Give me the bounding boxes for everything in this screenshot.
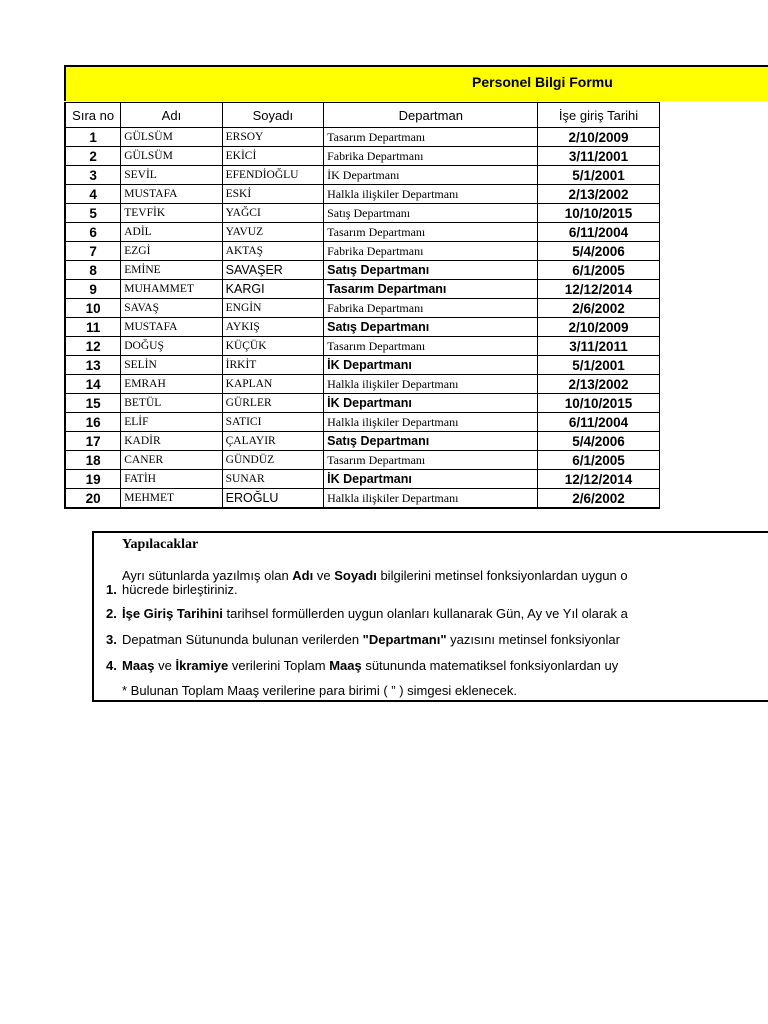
row-department: İK Departmanı xyxy=(324,356,538,375)
row-start-date: 2/10/2009 xyxy=(538,318,659,337)
task-4-line: Maaş ve İkramiye verilerini Toplam Maaş sütununda matematiksel fonksiyonlardan uy xyxy=(122,658,619,673)
row-first-name: CANER xyxy=(121,451,222,470)
row-last-name: KARGI xyxy=(222,280,323,299)
row-first-name: MEHMET xyxy=(121,489,222,509)
row-last-name: GÜNDÜZ xyxy=(222,451,323,470)
row-start-date: 2/6/2002 xyxy=(538,299,659,318)
row-start-date: 10/10/2015 xyxy=(538,204,659,223)
form-title: Personel Bilgi Formu xyxy=(472,74,613,90)
row-last-name: EKİCİ xyxy=(222,147,323,166)
row-department: Satış Departmanı xyxy=(324,432,538,451)
row-no: 18 xyxy=(65,451,121,470)
row-start-date: 10/10/2015 xyxy=(538,394,659,413)
table-row xyxy=(65,223,767,242)
row-no: 5 xyxy=(65,204,121,223)
row-no: 1 xyxy=(65,128,121,147)
row-department: Tasarım Departmanı xyxy=(324,280,538,299)
form-title-bar xyxy=(64,65,768,101)
row-first-name: EMRAH xyxy=(121,375,222,394)
table-row xyxy=(65,337,767,356)
header-first-name: Adı xyxy=(121,103,222,128)
row-first-name: ADİL xyxy=(121,223,222,242)
row-start-date: 12/12/2014 xyxy=(538,280,659,299)
row-start-date: 2/13/2002 xyxy=(538,375,659,394)
row-start-date: 5/1/2001 xyxy=(538,166,659,185)
task-2-line: İşe Giriş Tarihini tarihsel formüllerden uygun olanları kullanarak Gün, Ay ve Yıl olarak a xyxy=(122,606,628,621)
row-last-name: AKTAŞ xyxy=(222,242,323,261)
table-row xyxy=(65,204,767,223)
task-3-number: 3. xyxy=(106,632,117,647)
header-department: Departman xyxy=(324,103,538,128)
row-department: İK Departmanı xyxy=(324,394,538,413)
row-last-name: SUNAR xyxy=(222,470,323,489)
row-last-name: ESKİ xyxy=(222,185,323,204)
row-department: Tasarım Departmanı xyxy=(324,451,538,470)
table-row xyxy=(65,470,767,489)
row-department: Halkla ilişkiler Departmanı xyxy=(324,413,538,432)
row-last-name: KÜÇÜK xyxy=(222,337,323,356)
task-3-line: Depatman Sütununda bulunan verilerden "Departmanı" yazısını metinsel fonksiyonlar xyxy=(122,632,620,647)
row-last-name: AYKIŞ xyxy=(222,318,323,337)
row-department: Satış Departmanı xyxy=(324,261,538,280)
row-last-name: YAVUZ xyxy=(222,223,323,242)
row-start-date: 2/6/2002 xyxy=(538,489,659,509)
row-last-name: İRKİT xyxy=(222,356,323,375)
task-2-number: 2. xyxy=(106,606,117,621)
row-last-name: SAVAŞER xyxy=(222,261,323,280)
row-start-date: 3/11/2001 xyxy=(538,147,659,166)
row-last-name: YAĞCI xyxy=(222,204,323,223)
row-department: Tasarım Departmanı xyxy=(324,128,538,147)
row-department: İK Departmanı xyxy=(324,470,538,489)
row-no: 19 xyxy=(65,470,121,489)
row-first-name: SAVAŞ xyxy=(121,299,222,318)
row-department: Fabrika Departmanı xyxy=(324,147,538,166)
table-row xyxy=(65,147,767,166)
row-first-name: TEVFİK xyxy=(121,204,222,223)
row-first-name: EMİNE xyxy=(121,261,222,280)
row-start-date: 5/4/2006 xyxy=(538,432,659,451)
row-no: 4 xyxy=(65,185,121,204)
row-no: 14 xyxy=(65,375,121,394)
table-row xyxy=(65,451,767,470)
row-last-name: EROĞLU xyxy=(222,489,323,509)
row-start-date: 3/11/2011 xyxy=(538,337,659,356)
table-row xyxy=(65,242,767,261)
table-row xyxy=(65,356,767,375)
row-first-name: MUHAMMET xyxy=(121,280,222,299)
row-first-name: SEVİL xyxy=(121,166,222,185)
row-last-name: ENGİN xyxy=(222,299,323,318)
row-start-date: 6/11/2004 xyxy=(538,413,659,432)
row-no: 15 xyxy=(65,394,121,413)
table-header-row xyxy=(65,103,767,128)
row-first-name: DOĞUŞ xyxy=(121,337,222,356)
row-no: 9 xyxy=(65,280,121,299)
row-first-name: BETÜL xyxy=(121,394,222,413)
row-first-name: KADİR xyxy=(121,432,222,451)
row-department: Tasarım Departmanı xyxy=(324,223,538,242)
row-start-date: 2/10/2009 xyxy=(538,128,659,147)
row-first-name: MUSTAFA xyxy=(121,185,222,204)
row-start-date: 5/4/2006 xyxy=(538,242,659,261)
task-1-number: 1. xyxy=(106,582,117,597)
table-row xyxy=(65,185,767,204)
row-first-name: GÜLSÜM xyxy=(121,147,222,166)
row-department: Fabrika Departmanı xyxy=(324,299,538,318)
row-department: Halkla ilişkiler Departmanı xyxy=(324,185,538,204)
row-start-date: 6/11/2004 xyxy=(538,223,659,242)
row-no: 6 xyxy=(65,223,121,242)
row-no: 10 xyxy=(65,299,121,318)
row-first-name: ELİF xyxy=(121,413,222,432)
row-first-name: FATİH xyxy=(121,470,222,489)
row-no: 3 xyxy=(65,166,121,185)
row-first-name: GÜLSÜM xyxy=(121,128,222,147)
row-start-date: 5/1/2001 xyxy=(538,356,659,375)
row-department: İK Departmanı xyxy=(324,166,538,185)
row-start-date: 12/12/2014 xyxy=(538,470,659,489)
row-department: Tasarım Departmanı xyxy=(324,337,538,356)
row-no: 8 xyxy=(65,261,121,280)
table-row xyxy=(65,375,767,394)
row-last-name: ÇALAYIR xyxy=(222,432,323,451)
row-department: Halkla ilişkiler Departmanı xyxy=(324,375,538,394)
row-no: 16 xyxy=(65,413,121,432)
table-row xyxy=(65,489,767,509)
row-department: Halkla ilişkiler Departmanı xyxy=(324,489,538,509)
table-row xyxy=(65,318,767,337)
row-start-date: 6/1/2005 xyxy=(538,261,659,280)
row-start-date: 2/13/2002 xyxy=(538,185,659,204)
row-first-name: SELİN xyxy=(121,356,222,375)
table-row xyxy=(65,261,767,280)
row-department: Satış Departmanı xyxy=(324,204,538,223)
row-no: 11 xyxy=(65,318,121,337)
task-4-number: 4. xyxy=(106,658,117,673)
header-no: Sıra no xyxy=(65,103,121,128)
table-row xyxy=(65,413,767,432)
table-row xyxy=(65,128,767,147)
row-last-name: KAPLAN xyxy=(222,375,323,394)
row-department: Satış Departmanı xyxy=(324,318,538,337)
row-last-name: SATICI xyxy=(222,413,323,432)
row-no: 20 xyxy=(65,489,121,509)
row-first-name: EZGİ xyxy=(121,242,222,261)
row-no: 7 xyxy=(65,242,121,261)
row-no: 2 xyxy=(65,147,121,166)
task-note: * Bulunan Toplam Maaş verilerine para birimi ( ” ) simgesi eklenecek. xyxy=(122,683,517,698)
row-no: 12 xyxy=(65,337,121,356)
task-1-line-1: Ayrı sütunlarda yazılmış olan Adı ve Soyadı bilgilerini metinsel fonksiyonlardan uygun o xyxy=(122,568,628,583)
header-start-date: İşe giriş Tarihi xyxy=(538,103,659,128)
task-1-line-2: hücrede birleştiriniz. xyxy=(122,582,238,597)
row-first-name: MUSTAFA xyxy=(121,318,222,337)
row-last-name: EFENDİOĞLU xyxy=(222,166,323,185)
table-row xyxy=(65,394,767,413)
row-last-name: ERSOY xyxy=(222,128,323,147)
row-no: 17 xyxy=(65,432,121,451)
table-row xyxy=(65,299,767,318)
table-row xyxy=(65,166,767,185)
tasks-title: Yapılacaklar xyxy=(122,537,199,552)
header-last-name: Soyadı xyxy=(222,103,323,128)
row-department: Fabrika Departmanı xyxy=(324,242,538,261)
table-row xyxy=(65,432,767,451)
table-row xyxy=(65,280,767,299)
row-last-name: GÜRLER xyxy=(222,394,323,413)
row-no: 13 xyxy=(65,356,121,375)
row-start-date: 6/1/2005 xyxy=(538,451,659,470)
